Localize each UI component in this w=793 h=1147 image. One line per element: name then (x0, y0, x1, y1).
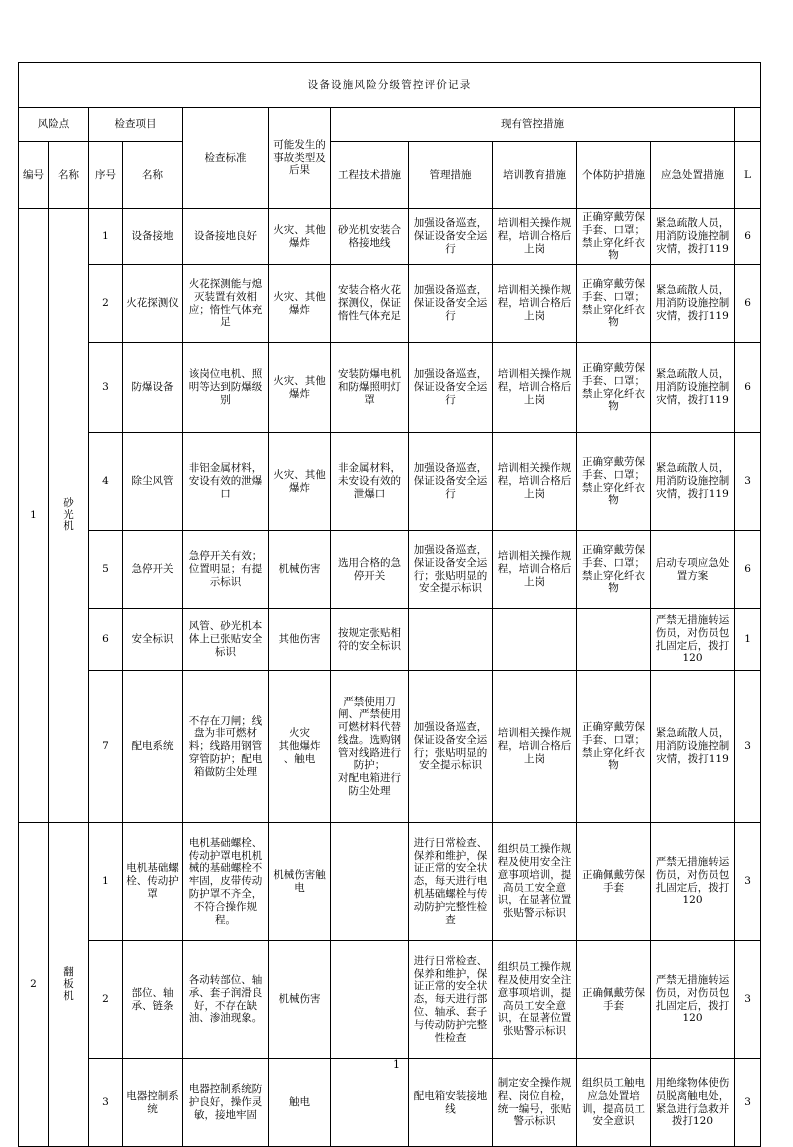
check-item-name: 配电系统 (123, 671, 183, 823)
check-standard: 设备接地良好 (183, 209, 269, 265)
header-training-measures: 培训教育措施 (493, 142, 577, 209)
check-item-name: 电器控制系统 (123, 1059, 183, 1147)
accident-type: 机械伤害触电 (269, 823, 331, 941)
check-standard: 风管、砂光机本体上已张贴安全标识 (183, 609, 269, 671)
check-item-no: 5 (89, 531, 123, 609)
accident-type: 火灾、其他爆炸 (269, 209, 331, 265)
emergency-measures: 紧急疏散人员，用消防设施控制灾情，拨打119 (651, 343, 735, 433)
ppe-measures: 正确穿戴劳保手套、口罩；禁止穿化纤衣物 (577, 343, 651, 433)
table-row (19, 531, 761, 609)
ppe-measures: 正确穿戴劳保手套、口罩；禁止穿化纤衣物 (577, 433, 651, 531)
header-emergency-measures: 应急处置措施 (651, 142, 735, 209)
ppe-measures: 正确穿戴劳保手套、口罩；禁止穿化纤衣物 (577, 531, 651, 609)
header-column-row (19, 142, 761, 209)
management-measures: 加强设备巡查，保证设备安全运行 (409, 209, 493, 265)
check-item-no: 1 (89, 209, 123, 265)
check-item-name: 电机基础螺栓、传动护罩 (123, 823, 183, 941)
check-standard: 急停开关有效；位置明显；有提示标识 (183, 531, 269, 609)
management-measures: 进行日常检查、保养和维护，保证正常的安全状态，每天进行电机基础螺栓与传动防护完整性检查 (409, 823, 493, 941)
risk-point-name: 翻 板 机 (49, 823, 89, 1147)
engineering-measures: 按规定张贴相符的安全标识 (331, 609, 409, 671)
check-item-name: 火花探测仪 (123, 265, 183, 343)
header-risk-point-name: 名称 (49, 142, 89, 209)
header-l-spacer (735, 108, 761, 142)
header-check-standard: 检查标准 (183, 108, 269, 209)
l-value: 6 (735, 531, 761, 609)
emergency-measures: 紧急疏散人员，用消防设施控制灾情，拨打119 (651, 209, 735, 265)
check-standard: 各动转部位、轴承、套子润滑良好，不存在缺油、渗油现象。 (183, 941, 269, 1059)
accident-type: 火灾、其他爆炸 (269, 433, 331, 531)
table-row (19, 209, 761, 265)
management-measures: 进行日常检查、保养和维护，保证正常的安全状态，每天进行部位、轴承、套子与传动防护完整性检查 (409, 941, 493, 1059)
management-measures (409, 609, 493, 671)
title-row (19, 63, 761, 108)
page-number: 1 (393, 1058, 400, 1071)
ppe-measures: 正确穿戴劳保手套、口罩；禁止穿化纤衣物 (577, 265, 651, 343)
accident-type: 机械伤害 (269, 531, 331, 609)
check-item-name: 防爆设备 (123, 343, 183, 433)
training-measures: 培训相关操作规程，培训合格后上岗 (493, 671, 577, 823)
l-value: 1 (735, 609, 761, 671)
table-row (19, 609, 761, 671)
training-measures: 培训相关操作规程，培训合格后上岗 (493, 433, 577, 531)
training-measures: 培训相关操作规程，培训合格后上岗 (493, 209, 577, 265)
emergency-measures: 用绝缘物体使伤员脱离触电处，紧急进行急救并拨打120 (651, 1059, 735, 1147)
training-measures: 培训相关操作规程，培训合格后上岗 (493, 343, 577, 433)
check-item-no: 3 (89, 1059, 123, 1147)
management-measures: 配电箱安装接地线 (409, 1059, 493, 1147)
accident-type: 火灾、其他爆炸 (269, 343, 331, 433)
l-value: 6 (735, 343, 761, 433)
emergency-measures: 启动专项应急处置方案 (651, 531, 735, 609)
evaluation-record-sheet (18, 62, 760, 1147)
check-item-no: 4 (89, 433, 123, 531)
emergency-measures: 紧急疏散人员，用消防设施控制灾情，拨打119 (651, 671, 735, 823)
training-measures: 培训相关操作规程，培训合格后上岗 (493, 265, 577, 343)
header-check-item-group: 检查项目 (89, 108, 183, 142)
l-value: 6 (735, 265, 761, 343)
ppe-measures: 正确佩戴劳保手套 (577, 941, 651, 1059)
l-value: 6 (735, 209, 761, 265)
header-management-measures: 管理措施 (409, 142, 493, 209)
l-value: 3 (735, 433, 761, 531)
check-item-no: 2 (89, 265, 123, 343)
risk-point-no: 2 (19, 823, 49, 1147)
accident-type: 火灾 其他爆炸 、触电 (269, 671, 331, 823)
emergency-measures: 紧急疏散人员，用消防设施控制灾情，拨打119 (651, 433, 735, 531)
l-value: 3 (735, 671, 761, 823)
l-value: 3 (735, 823, 761, 941)
table-row (19, 265, 761, 343)
management-measures: 加强设备巡查，保证设备安全运行 (409, 265, 493, 343)
ppe-measures: 正确穿戴劳保手套、口罩；禁止穿化纤衣物 (577, 671, 651, 823)
engineering-measures: 选用合格的急停开关 (331, 531, 409, 609)
management-measures: 加强设备巡查，保证设备安全运行 (409, 343, 493, 433)
management-measures: 加强设备巡查，保证设备安全运行；张贴明显的安全提示标识 (409, 671, 493, 823)
check-standard: 电器控制系统防护良好，操作灵敏，接地牢固 (183, 1059, 269, 1147)
engineering-measures: 严禁使用刀闸、严禁使用可燃材料代替线盘。选购钢管对线路进行防护； 对配电箱进行防尘处理 (331, 671, 409, 823)
engineering-measures (331, 941, 409, 1059)
check-standard: 该岗位电机、照明等达到防爆级别 (183, 343, 269, 433)
header-check-item-no: 序号 (89, 142, 123, 209)
risk-control-table (18, 62, 761, 1147)
l-value: 3 (735, 941, 761, 1059)
training-measures (493, 609, 577, 671)
management-measures: 加强设备巡查，保证设备安全运行；张贴明显的安全提示标识 (409, 531, 493, 609)
header-l-value: L (735, 142, 761, 209)
ppe-measures (577, 609, 651, 671)
accident-type: 机械伤害 (269, 941, 331, 1059)
emergency-measures: 严禁无措施转运伤员，对伤员包扎固定后，拨打120 (651, 609, 735, 671)
check-item-name: 设备接地 (123, 209, 183, 265)
table-row (19, 941, 761, 1059)
table-row (19, 1059, 761, 1147)
check-standard: 非铝金属材料，安设有效的泄爆口 (183, 433, 269, 531)
engineering-measures: 安装防爆电机和防爆照明灯罩 (331, 343, 409, 433)
check-item-no: 3 (89, 343, 123, 433)
page-title: 设备设施风险分级管控评价记录 (19, 63, 761, 108)
check-standard: 电机基础螺栓、传动护罩电机机械的基础螺栓不牢固，皮带传动防护罩不齐全，不符合操作规程。 (183, 823, 269, 941)
check-item-no: 6 (89, 609, 123, 671)
table-row (19, 343, 761, 433)
check-item-name: 除尘风管 (123, 433, 183, 531)
check-item-no: 1 (89, 823, 123, 941)
header-risk-point-group: 风险点 (19, 108, 89, 142)
ppe-measures: 正确佩戴劳保手套 (577, 823, 651, 941)
check-item-no: 7 (89, 671, 123, 823)
table-row (19, 433, 761, 531)
accident-type: 其他伤害 (269, 609, 331, 671)
header-ppe-measures: 个体防护措施 (577, 142, 651, 209)
management-measures: 加强设备巡查，保证设备安全运行 (409, 433, 493, 531)
training-measures: 培训相关操作规程，培训合格后上岗 (493, 531, 577, 609)
training-measures: 组织员工操作规程及使用安全注意事项培训，提高员工安全意识，在显著位置张贴警示标识 (493, 823, 577, 941)
check-standard: 火花探测能与熄灭装置有效相应；惰性气体充足 (183, 265, 269, 343)
l-value: 3 (735, 1059, 761, 1147)
header-existing-controls-group: 现有管控措施 (331, 108, 735, 142)
engineering-measures: 砂光机安装合格接地线 (331, 209, 409, 265)
check-item-no: 2 (89, 941, 123, 1059)
header-check-item-name: 名称 (123, 142, 183, 209)
engineering-measures (331, 823, 409, 941)
training-measures: 制定安全操作规程、岗位自检，统一编号，张贴警示标识 (493, 1059, 577, 1147)
emergency-measures: 严禁无措施转运伤员，对伤员包扎固定后，拨打120 (651, 823, 735, 941)
engineering-measures: 非金属材料，未安设有效的泄爆口 (331, 433, 409, 531)
header-engineering-measures: 工程技术措施 (331, 142, 409, 209)
header-accident-type: 可能发生的事故类型及后果 (269, 108, 331, 209)
risk-point-name: 砂 光 机 (49, 209, 89, 823)
table-row (19, 671, 761, 823)
risk-point-no: 1 (19, 209, 49, 823)
engineering-measures (331, 1059, 409, 1147)
training-measures: 组织员工操作规程及使用安全注意事项培训，提高员工安全意识，在显著位置张贴警示标识 (493, 941, 577, 1059)
check-item-name: 急停开关 (123, 531, 183, 609)
check-item-name: 部位、轴承、链条 (123, 941, 183, 1059)
header-group-row (19, 108, 761, 142)
emergency-measures: 严禁无措施转运伤员，对伤员包扎固定后，拨打120 (651, 941, 735, 1059)
header-risk-point-no: 编号 (19, 142, 49, 209)
check-item-name: 安全标识 (123, 609, 183, 671)
accident-type: 火灾、其他爆炸 (269, 265, 331, 343)
ppe-measures: 正确穿戴劳保手套、口罩；禁止穿化纤衣物 (577, 209, 651, 265)
emergency-measures: 紧急疏散人员，用消防设施控制灾情，拨打119 (651, 265, 735, 343)
ppe-measures: 组织员工触电应急处置培训，提高员工安全意识 (577, 1059, 651, 1147)
table-row (19, 823, 761, 941)
table-body (19, 63, 761, 1147)
accident-type: 触电 (269, 1059, 331, 1147)
engineering-measures: 安装合格火花探测仪，保证惰性气体充足 (331, 265, 409, 343)
check-standard: 不存在刀闸；线盘为非可燃材料；线路用钢管穿管防护；配电箱做防尘处理 (183, 671, 269, 823)
